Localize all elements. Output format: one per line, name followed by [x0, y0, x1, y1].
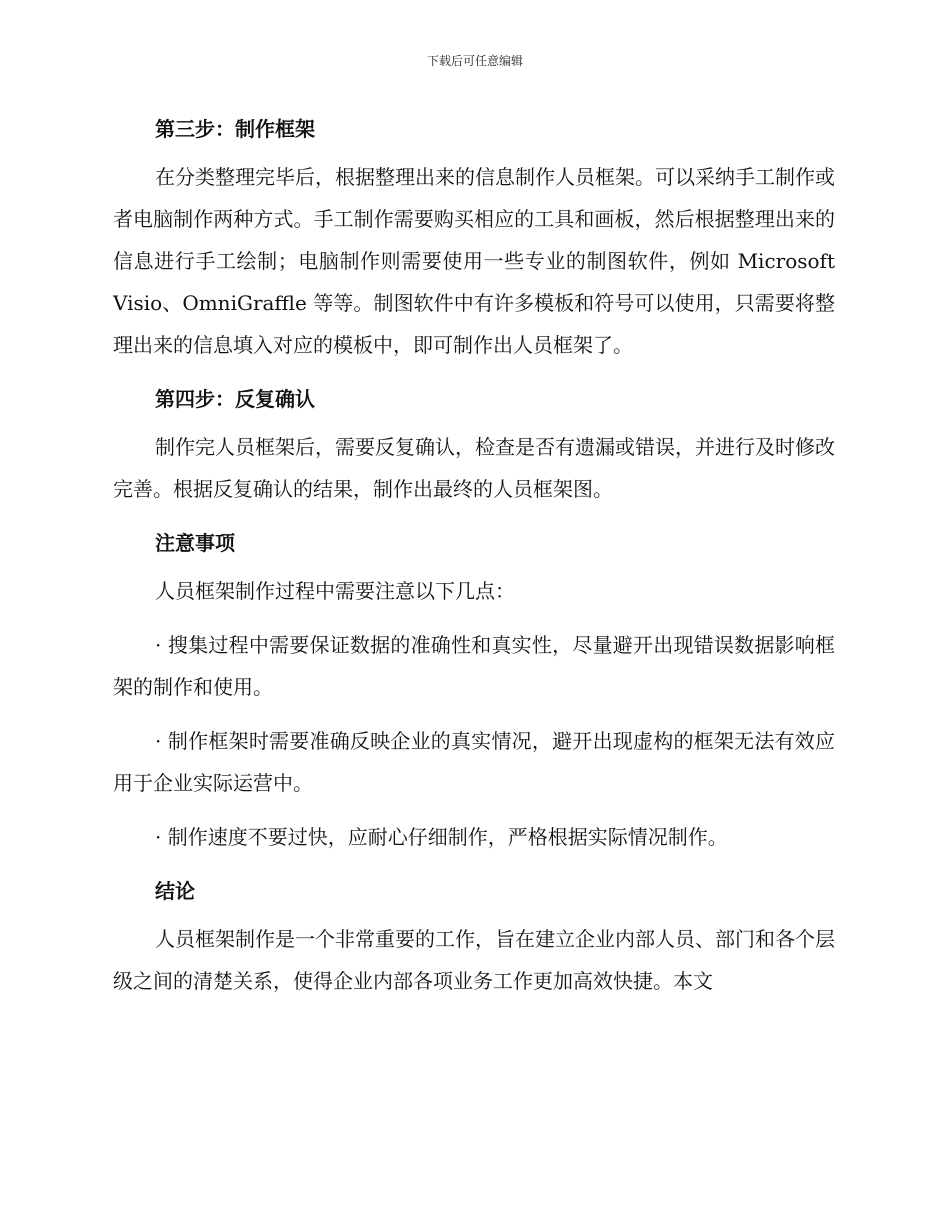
section-heading-step3: 第三步：制作框架	[155, 117, 315, 141]
page-header: 下载后可任意编辑	[426, 54, 523, 68]
paragraph-step3: 在分类整理完毕后，根据整理出来的信息制作人员框架。可以采纳手工制作或者电脑制作两种方式。手工制作需要购买相应的工具和画板，然后根据整理出来的信息进行手工绘制；电脑制作则需要使用一些专业的制图软件，例如 Microsoft Visio、OmniGraffle 等等。制图软件中有许多模板和符号可以使用，只需要将整理出来的信息填入对应的模板中，即可制作出人员框架了。	[113, 165, 835, 357]
list-item-note-1: · 搜集过程中需要保证数据的准确性和真实性，尽量避开出现错误数据影响框架的制作和使用。	[113, 633, 835, 699]
section-heading-conclusion: 结论	[155, 879, 195, 903]
paragraph-step4: 制作完人员框架后，需要反复确认，检查是否有遗漏或错误，并进行及时修改完善。根据反复确认的结果，制作出最终的人员框架图。	[113, 435, 835, 501]
section-heading-notes: 注意事项	[155, 531, 235, 555]
list-item-note-2: · 制作框架时需要准确反映企业的真实情况，避开出现虚构的框架无法有效应用于企业实际运营中。	[113, 729, 835, 795]
section-heading-step4: 第四步：反复确认	[155, 387, 315, 411]
paragraph-conclusion: 人员框架制作是一个非常重要的工作，旨在建立企业内部人员、部门和各个层级之间的清楚关系，使得企业内部各项业务工作更加高效快捷。本文	[113, 927, 835, 993]
document-body	[113, 108, 835, 1014]
list-item-note-3: · 制作速度不要过快，应耐心仔细制作，严格根据实际情况制作。	[155, 825, 728, 849]
paragraph-notes-intro: 人员框架制作过程中需要注意以下几点：	[155, 579, 515, 603]
